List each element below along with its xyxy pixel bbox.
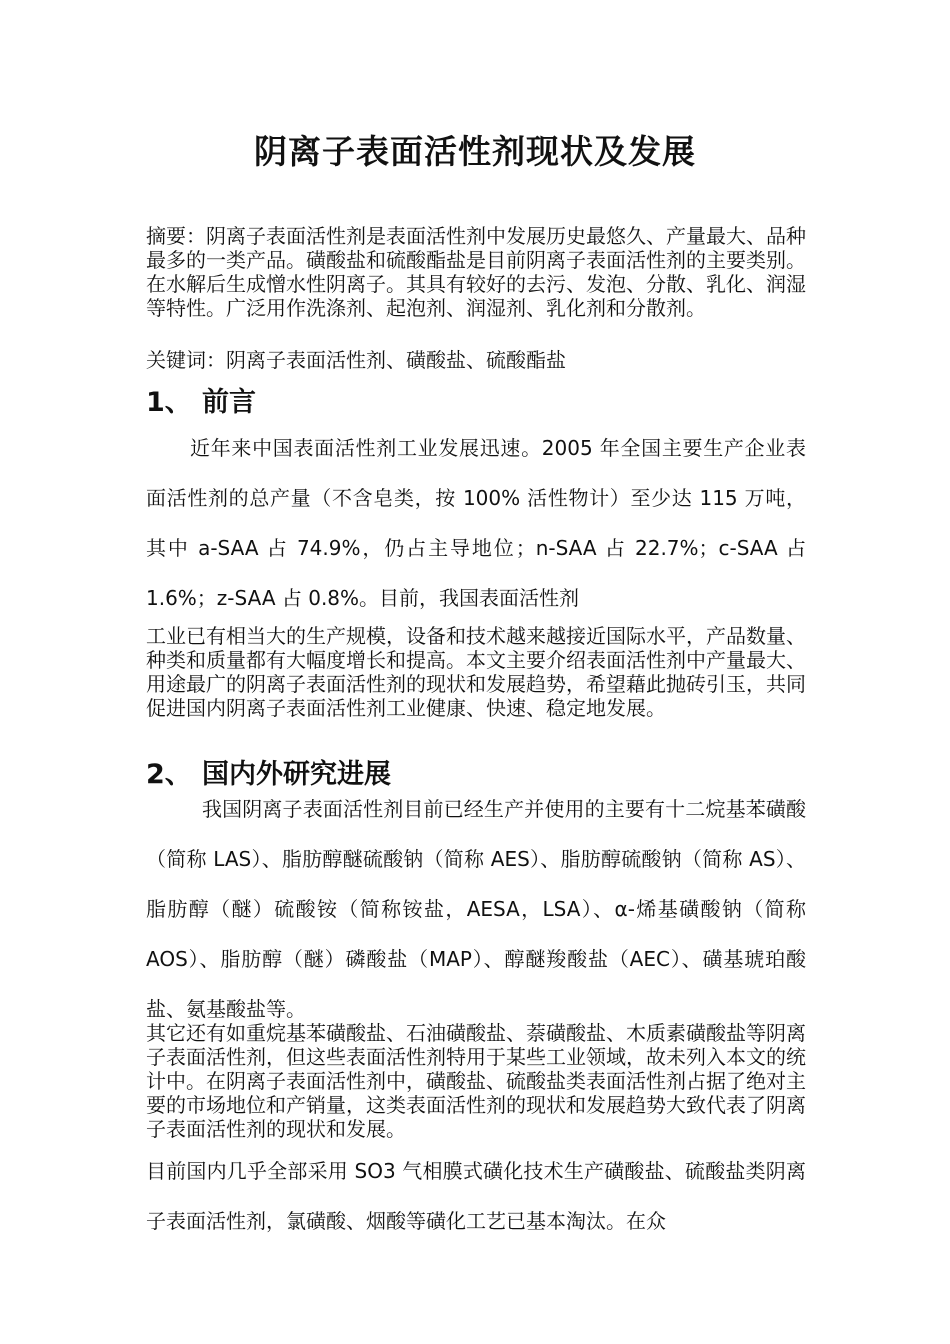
section-1-paragraph-spaced: 近年来中国表面活性剂工业发展迅速。2005 年全国主要生产企业表面活性剂的总产量（不含皂类，按 100% 活性物计）至少达 115 万吨，其中 a-SAA 占 74.9%，仍占主导地位；n-SAA 占 22.7%；c-SAA 占 1.6%；z-SAA 占 0.8%。目前，我国表面活性剂 (146, 436, 806, 610)
section-title: 前言 (202, 387, 256, 418)
section-2-paragraph-spaced: 我国阴离子表面活性剂目前已经生产并使用的主要有十二烷基苯磺酸（简称 LAS）、脂肪醇醚硫酸钠（简称 AES）、脂肪醇硫酸钠（简称 AS）、脂肪醇（醚）硫酸铵（简称铵盐，AESA，LSA）、α-烯基磺酸钠（简称 AOS）、脂肪醇（醚）磷酸盐（MAP）、醇醚羧酸盐（AEC）、磺基琥珀酸盐、氨基酸盐等。 (146, 797, 806, 1021)
section-heading-1 (146, 380, 806, 419)
keywords-line: 关键词：阴离子表面活性剂、磺酸盐、硫酸酯盐 (146, 348, 566, 372)
section-title: 国内外研究进展 (202, 759, 391, 790)
document-title: 阴离子表面活性剂现状及发展 (254, 132, 696, 171)
section-number: 2、 (146, 759, 192, 790)
section-1-paragraph: 工业已有相当大的生产规模，设备和技术越来越接近国际水平，产品数量、种类和质量都有大幅度增长和提高。本文主要介绍表面活性剂中产量最大、用途最广的阴离子表面活性剂的现状和发展趋势，希望藉此抛砖引玉，共同促进国内阴离子表面活性剂工业健康、快速、稳定地发展。 (146, 624, 806, 720)
section-number: 1、 (146, 387, 192, 418)
section-2-paragraph: 其它还有如重烷基苯磺酸盐、石油磺酸盐、萘磺酸盐、木质素磺酸盐等阴离子表面活性剂，但这些表面活性剂特用于某些工业领域，故未列入本文的统计中。在阴离子表面活性剂中，磺酸盐、硫酸盐类表面活性剂占据了绝对主要的市场地位和产销量，这类表面活性剂的现状和发展趋势大致代表了阴离子表面活性剂的现状和发展。 (146, 1021, 806, 1141)
abstract-paragraph: 摘要：阴离子表面活性剂是表面活性剂中发展历史最悠久、产量最大、品种最多的一类产品。磺酸盐和硫酸酯盐是目前阴离子表面活性剂的主要类别。在水解后生成憎水性阴离子。其具有较好的去污、发泡、分散、乳化、润湿等特性。广泛用作洗涤剂、起泡剂、润湿剂、乳化剂和分散剂。 (146, 224, 806, 320)
section-2-paragraph-continued: 目前国内几乎全部采用 SO3 气相膜式磺化技术生产磺酸盐、硫酸盐类阴离子表面活性剂，氯磺酸、烟酸等磺化工艺已基本淘汰。在众 (146, 1159, 806, 1233)
